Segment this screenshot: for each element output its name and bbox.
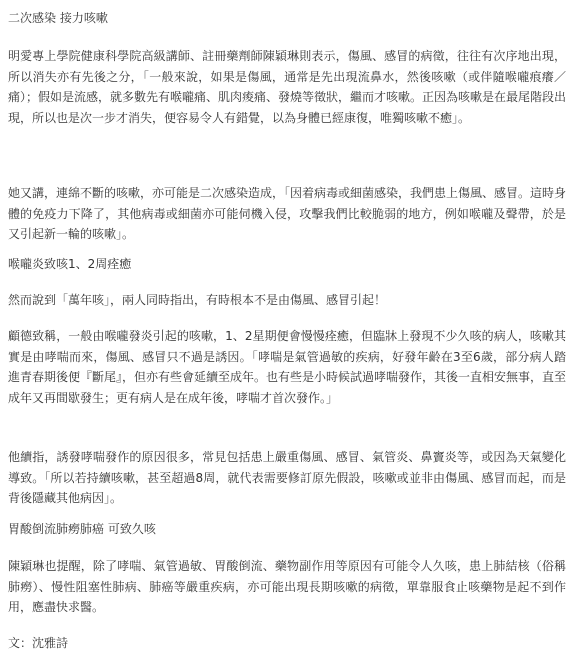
- paragraph-asthma-triggers: 他續指，誘發哮喘發作的原因很多，常見包括患上嚴重傷風、感冒、氣管炎、鼻竇炎等，或因為天氣變化導致。「所以若持續咳嗽，甚至超過8周，就代表需要修訂原先假設，咳嗽或並非由傷風、感冒而起，而是背後隱藏其他病因」。: [8, 450, 566, 505]
- section-heading-secondary-infection: 二次感染 接力咳嗽: [8, 11, 108, 25]
- paragraph-secondary-infection: 她又講，連綿不斷的咳嗽，亦可能是二次感染造成，「因着病毒或細菌感染，我們患上傷風、感冒。這時身體的免疫力下降了，其他病毒或細菌亦可能伺機入侵，攻擊我們比較脆弱的地方，例如喉嚨及聲帶，於是又引起新一輪的咳嗽」。: [8, 186, 567, 241]
- section-heading-other-causes: 胃酸倒流肺癆肺癌 可致久咳: [8, 522, 156, 536]
- paragraph-asthma: 顧德致稱，一般由喉嚨發炎引起的咳嗽，1、2星期便會慢慢痊癒，但臨牀上發現不少久咳的病人，咳嗽其實是由哮喘而來，傷風、感冒只不過是誘因。「哮喘是氣管過敏的疾病，好發年齡在3至6歲，部分病人踏進青春期後便『斷尾』，但亦有些會延續至成年。也有些是小時候試過哮喘發作，其後一直相安無事，直至成年又再間歇發生；更有病人是在成年後，哮喘才首次發作。」: [8, 329, 567, 405]
- paragraph-serious-diseases: 陳穎琳也提醒，除了哮喘、氣管過敏、胃酸倒流、藥物副作用等原因有可能令人久咳，患上肺結核（俗稱肺癆）、慢性阻塞性肺病、肺癌等嚴重疾病，亦可能出現長期咳嗽的病徵，單靠服食止咳藥物是起不到作用，應盡快求醫。: [8, 559, 566, 614]
- byline: 文：沈雅詩: [8, 636, 69, 650]
- paragraph-chronic-cough-intro: 然而說到「萬年咳」，兩人同時指出，有時根本不是由傷風、感冒引起！: [8, 293, 387, 307]
- section-heading-throat-inflammation: 喉嚨炎致咳1、2周痊癒: [8, 257, 132, 271]
- paragraph-symptom-order: 明愛專上學院健康科學院高級講師、註冊藥劑師陳穎琳則表示，傷風、感冒的病徵，往往有次序地出現，所以消失亦有先後之分，「一般來說，如果是傷風，通常是先出現流鼻水，然後咳嗽（或伴隨喉嚨痕癢／痛）；假如是流感，就多數先有喉嚨痛、肌肉痠痛、發燒等徵狀，繼而才咳嗽。正因為咳嗽是在最尾階段出現，所以也是次一步才消失，便容易令人有錯覺，以為身體已經康復，唯獨咳嗽不癒」。: [8, 49, 567, 125]
